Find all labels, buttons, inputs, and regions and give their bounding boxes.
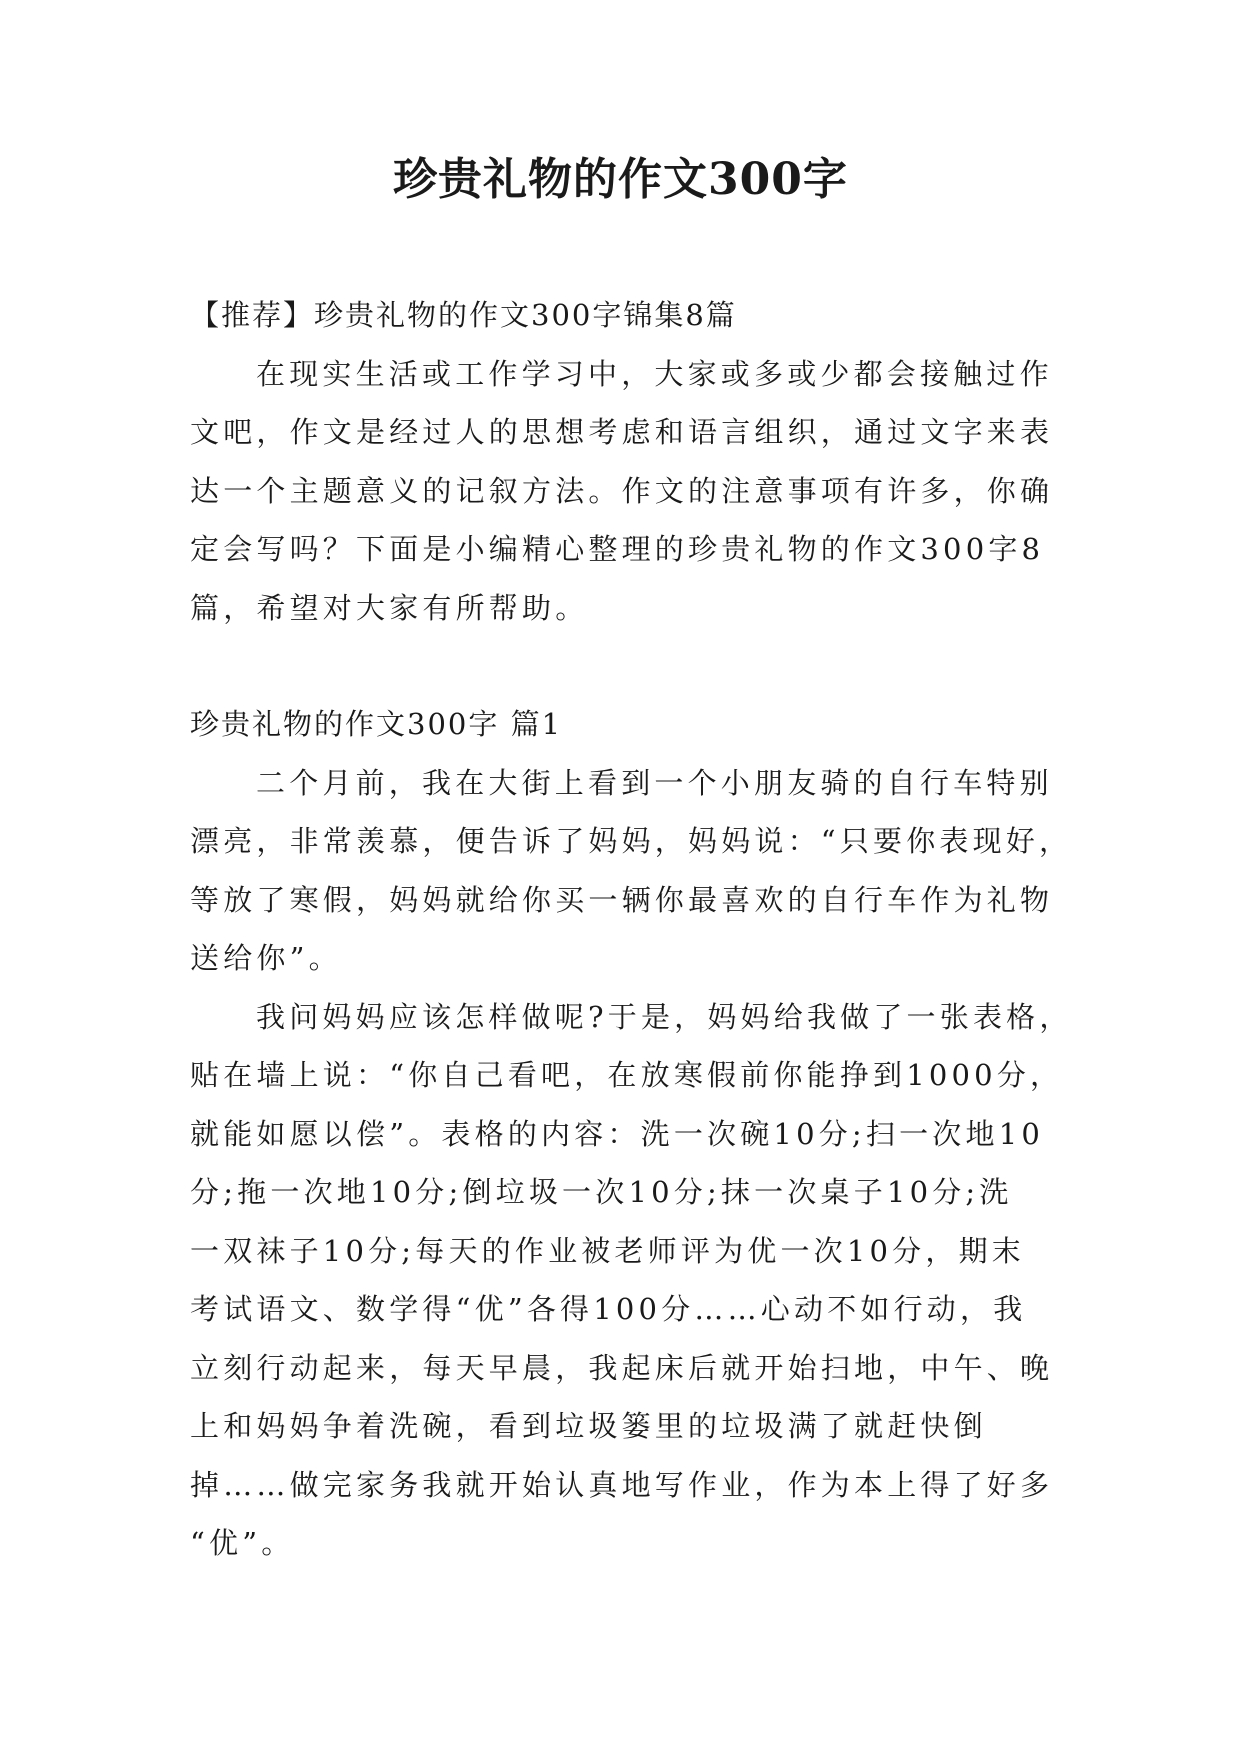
paragraph-line: 我问妈妈应该怎样做呢?于是，妈妈给我做了一张表格，	[256, 999, 1073, 1034]
intro-paragraph	[190, 345, 1056, 638]
intro-line: 文吧，作文是经过人的思想考虑和语言组织，通过文字来表	[190, 415, 1054, 449]
paragraph-line: 二个月前，我在大街上看到一个小朋友骑的自行车特别	[256, 765, 1053, 800]
body-paragraph-2	[190, 988, 1073, 1573]
intro-line: 定会写吗？下面是小编精心整理的珍贵礼物的作文300字8	[190, 532, 1045, 566]
body-paragraph-1	[190, 754, 1073, 988]
intro-line: 在现实生活或工作学习中，大家或多或少都会接触过作	[256, 356, 1053, 391]
paragraph-line: 漂亮，非常羡慕，便告诉了妈妈，妈妈说：“只要你表现好，	[190, 824, 1073, 858]
paragraph-line: “优”。	[190, 1526, 295, 1560]
document-body	[190, 286, 1073, 1573]
paragraph-line: 上和妈妈争着洗碗，看到垃圾篓里的垃圾满了就赶快倒	[190, 1409, 987, 1443]
paragraph-line: 一双袜子10分;每天的作业被老师评为优一次10分，期末	[190, 1233, 1025, 1268]
paragraph-line: 送给你”。	[190, 941, 342, 975]
paragraph-line: 贴在墙上说：“你自己看吧，在放寒假前你能挣到1000分，	[190, 1058, 1064, 1092]
paragraph-line: 就能如愿以偿”。表格的内容：洗一次碗10分;扫一次地10	[190, 1116, 1044, 1151]
intro-line: 达一个主题意义的记叙方法。作文的注意事项有许多，你确	[190, 473, 1054, 508]
paragraph-line: 等放了寒假，妈妈就给你买一辆你最喜欢的自行车作为礼物	[190, 882, 1054, 917]
lead-line: 【推荐】珍贵礼物的作文300字锦集8篇	[190, 298, 737, 332]
paragraph-gap	[190, 637, 1056, 695]
paragraph-line: 考试语文、数学得“优”各得100分……心动不如行动，我	[190, 1292, 1027, 1326]
document-title: 珍贵礼物的作文300字	[393, 154, 848, 205]
section-heading: 珍贵礼物的作文300字 篇1	[190, 707, 563, 741]
paragraph-line: 立刻行动起来，每天早晨，我起床后就开始扫地，中午、晚	[190, 1350, 1054, 1385]
intro-line: 篇，希望对大家有所帮助。	[190, 590, 589, 625]
paragraph-line: 掉……做完家务我就开始认真地写作业，作为本上得了好多	[190, 1467, 1054, 1502]
paragraph-line: 分;拖一次地10分;倒垃圾一次10分;抹一次桌子10分;洗	[190, 1175, 1013, 1209]
